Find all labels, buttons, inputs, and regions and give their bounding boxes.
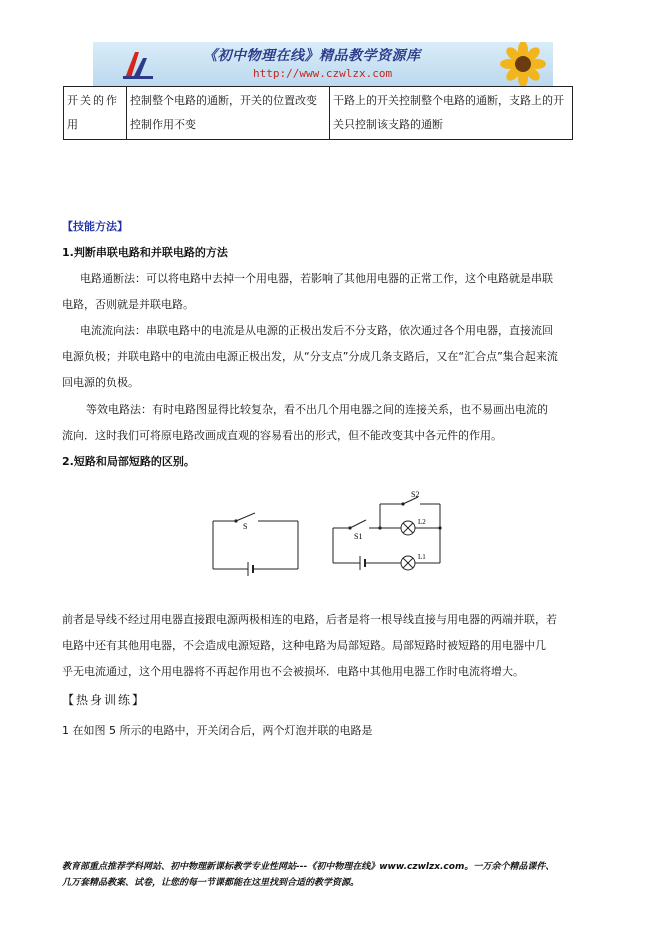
section-warmup: 【热身训练】 [62,693,147,707]
banner-url[interactable]: http://www.czwlzx.com [253,67,393,80]
switch-s1-pivot [348,526,351,529]
lamp-l2-icon [401,521,415,535]
footer-line2: 几万套精品教案、试卷，让您的每一节课都能在这里找到合适的教学资源。 [62,878,360,888]
label-s2: S2 [411,490,420,499]
label-l2: L2 [418,518,426,526]
label-l1: L1 [418,553,426,561]
parallel-cell: 干路上的开关控制整个电路的通断，支路上的开关只控制该支路的通断 [330,87,573,140]
series-cell: 控制整个电路的通断，开关的位置改变控制作用不变 [127,87,330,140]
lamp-l1-icon [401,556,415,570]
p4-line1: 前者是导线不经过用电器直接跟电源两极相连的电路，后者是将一根导线直接与用电器的两端并联，若 [62,613,557,626]
p4-line3: 乎无电流通过，这个用电器将不再起作用也不会被损坏．电路中其他用电器工作时电流将增大。 [62,665,524,678]
label-s: S [243,522,248,531]
switch-s2-pivot [401,502,404,505]
label-s1: S1 [354,532,363,541]
short-circuit-diagram [213,513,298,576]
p2-line3: 回电源的负极。 [62,376,139,389]
junction-node [378,526,381,529]
question-1: 1 在如图 5 所示的电路中，开关闭合后，两个灯泡并联的电路是 [62,724,373,737]
p2-line1: 电流流向法：串联电路中的电流是从电源的正极出发后不分支路，依次通过各个用电器，直接流回 [80,324,553,337]
heading-2: 2.短路和局部短路的区别。 [62,455,195,468]
footer-line1: 教育部重点推荐学科网站、初中物理新课标教学专业性网站---《初中物理在线》www.czwlzx.com。一万余个精品课件、 [62,862,555,872]
p3-line2: 流向．这时我们可将原电路改画成直观的容易看出的形式，但不能改变其中各元件的作用。 [62,429,502,442]
section-skill: 【技能方法】 [62,220,128,233]
heading-1: 1.判断串联电路和并联电路的方法 [62,246,228,259]
p4-line2: 电路中还有其他用电器，不会造成电源短路，这种电路为局部短路。局部短路时被短路的用电器中几 [62,639,546,652]
p1-line2: 电路，否则就是并联电路。 [62,298,194,311]
p3-line1: 等效电路法：有时电路图显得比较复杂，看不出几个用电器之间的连接关系，也不易画出电流的 [86,403,548,416]
page-footer [62,859,602,891]
p1-line1: 电路通断法：可以将电路中去掉一个用电器，若影响了其他用电器的正常工作，这个电路就是串联 [80,272,553,285]
row-label-cell: 开关的作用 [64,87,127,140]
banner-title: 《初中物理在线》精品教学资源库 [203,48,421,64]
junction-node-right [438,526,441,529]
switch-pivot [234,519,237,522]
p2-line2: 电源负极；并联电路中的电流由电源正极出发，从“分支点”分成几条支路后，又在“汇合点”集合起来流 [62,350,558,363]
